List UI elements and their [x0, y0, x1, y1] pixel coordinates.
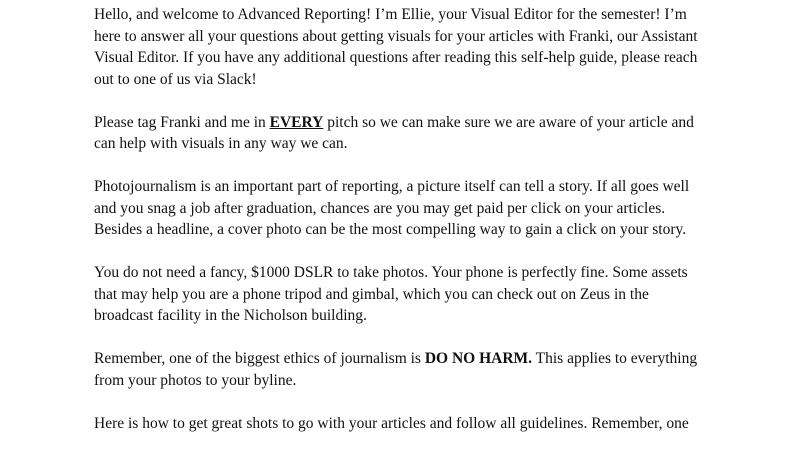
- text-line: [94, 348, 734, 370]
- text-line: and you snag a job after graduation, chances are you may get paid per click on your articles.: [94, 199, 666, 217]
- text-line: can help with visuals in any way we can.: [94, 135, 348, 152]
- paragraph-photojournalism: [94, 176, 734, 241]
- emphasis-do-no-harm: DO NO HARM.: [424, 350, 533, 367]
- text-line: Photojournalism is an important part of reporting, a picture itself can tell a story. If all goes well: [94, 178, 690, 195]
- text-line: that may help you are a phone tripod and gimbal, which you can check out on Zeus in the: [94, 285, 649, 303]
- text-line: [94, 112, 734, 134]
- document-body: [94, 4, 734, 456]
- text-line: Visual Editor. If you have any additional questions after reading this self-help guide, please reach: [94, 49, 698, 66]
- emphasis-every: EVERY: [269, 113, 324, 131]
- text-line: Here is how to get great shots to go with your articles and follow all guidelines. Remember, one: [94, 414, 689, 432]
- text-line: Besides a headline, a cover photo can be the most compelling way to gain a click on your story.: [94, 221, 687, 238]
- text-segment: Please tag Franki and me in: [94, 113, 270, 131]
- text-line: out to one of us via Slack!: [94, 70, 257, 88]
- text-segment: This applies to everything: [532, 350, 698, 367]
- paragraph-tag-editors: [94, 112, 734, 155]
- text-line: You do not need a fancy, $1000 DSLR to take photos. Your phone is perfectly fine. Some assets: [94, 264, 688, 281]
- text-segment: pitch so we can make sure we are aware of your article and: [323, 113, 694, 131]
- paragraph-welcome: [94, 4, 734, 90]
- text-line: broadcast facility in the Nicholson building.: [94, 307, 367, 324]
- text-line: here to answer all your questions about getting visuals for your articles with Franki, our Assistant: [94, 27, 698, 45]
- paragraph-equipment: [94, 262, 734, 327]
- paragraph-ethics: [94, 348, 734, 391]
- text-segment: Remember, one of the biggest ethics of journalism is: [94, 350, 425, 367]
- paragraph-guidelines: [94, 413, 734, 435]
- text-line: Hello, and welcome to Advanced Reporting! I’m Ellie, your Visual Editor for the semester! I’m: [94, 6, 687, 23]
- text-line: from your photos to your byline.: [94, 371, 297, 389]
